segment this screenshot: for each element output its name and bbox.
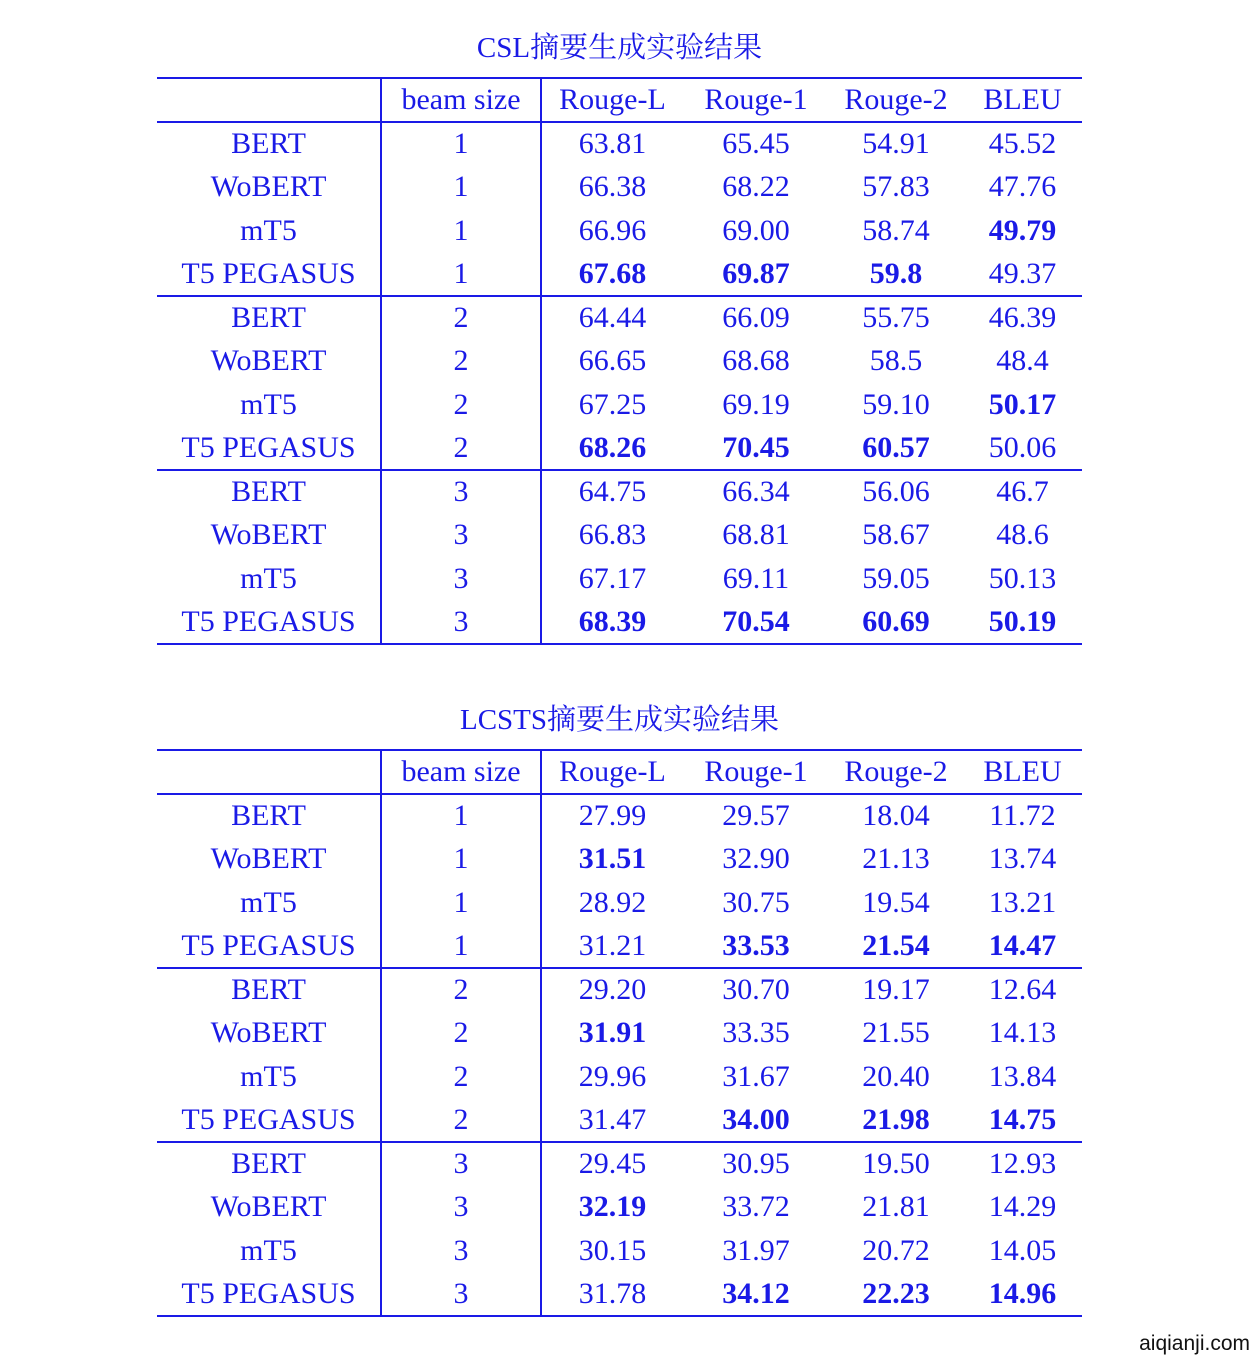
cell-rouge-2: 55.75 — [862, 301, 930, 335]
cell-beam-size: 1 — [381, 122, 541, 166]
cell-model: mT5 — [157, 557, 381, 601]
cell-model: BERT — [157, 1142, 381, 1186]
cell-bleu: 14.13 — [988, 1016, 1057, 1050]
cell-rouge-1: 33.53 — [683, 925, 829, 969]
cell-model: WoBERT — [157, 1012, 381, 1056]
cell-model: BERT — [157, 296, 381, 340]
cell-rouge-l: 27.99 — [578, 799, 647, 833]
cell-model: mT5 — [157, 881, 381, 925]
cell-bleu: 14.05 — [988, 1233, 1057, 1267]
header-rouge-l: Rouge-L — [541, 750, 683, 794]
cell-bleu: 48.6 — [996, 518, 1049, 552]
cell-bleu: 13.74 — [988, 842, 1057, 876]
cell-bleu: 50.06 — [963, 427, 1082, 471]
cell-rouge-1: 30.75 — [722, 885, 790, 919]
cell-bleu: 14.29 — [988, 1190, 1057, 1224]
cell-rouge-1: 69.19 — [722, 387, 790, 421]
cell-rouge-l: 29.96 — [578, 1059, 647, 1093]
cell-rouge-2: 22.23 — [829, 1273, 963, 1317]
cell-beam-size: 1 — [381, 209, 541, 253]
cell-rouge-2: 19.54 — [862, 885, 930, 919]
cell-rouge-2: 58.67 — [862, 518, 930, 552]
cell-rouge-1: 68.81 — [722, 518, 790, 552]
cell-rouge-2: 21.81 — [862, 1190, 930, 1224]
cell-rouge-2: 19.50 — [862, 1147, 930, 1181]
cell-rouge-1: 29.57 — [722, 799, 790, 833]
cell-rouge-2: 58.74 — [862, 213, 930, 247]
table-row — [157, 209, 1082, 253]
cell-rouge-2: 60.69 — [829, 601, 963, 645]
table-row — [157, 470, 1082, 514]
table-row — [157, 1012, 1082, 1056]
table-row — [157, 1186, 1082, 1230]
cell-bleu: 45.52 — [988, 127, 1057, 161]
cell-rouge-1: 33.35 — [722, 1016, 790, 1050]
cell-bleu: 46.7 — [996, 475, 1049, 509]
cell-rouge-l: 32.19 — [578, 1190, 647, 1224]
header-rouge-2: Rouge-2 — [829, 750, 963, 794]
cell-rouge-1: 66.09 — [722, 301, 790, 335]
table-row — [157, 1142, 1082, 1186]
cell-beam-size: 3 — [381, 1142, 541, 1186]
cell-rouge-l: 31.78 — [541, 1273, 683, 1317]
cell-bleu: 49.79 — [988, 213, 1057, 247]
cell-model: WoBERT — [157, 838, 381, 882]
table-caption: LCSTS摘要生成实验结果 — [459, 704, 780, 736]
header-rouge-2: Rouge-2 — [829, 78, 963, 122]
cell-rouge-2: 57.83 — [862, 170, 930, 204]
header-model — [157, 78, 381, 122]
header-rouge-1: Rouge-1 — [683, 78, 829, 122]
header-beam-size: beam size — [381, 750, 541, 794]
cell-bleu: 50.17 — [988, 387, 1057, 421]
cell-rouge-l: 66.38 — [578, 170, 647, 204]
cell-rouge-1: 70.54 — [683, 601, 829, 645]
cell-beam-size: 3 — [381, 557, 541, 601]
cell-model: mT5 — [157, 1055, 381, 1099]
table-row — [157, 427, 1082, 471]
cell-rouge-2: 21.13 — [862, 842, 930, 876]
cell-rouge-2: 21.98 — [829, 1099, 963, 1143]
cell-model: WoBERT — [157, 340, 381, 384]
cell-rouge-2: 19.17 — [862, 973, 930, 1007]
cell-beam-size: 2 — [381, 1055, 541, 1099]
cell-bleu: 50.13 — [988, 561, 1057, 595]
cell-rouge-l: 67.68 — [541, 253, 683, 297]
cell-rouge-1: 69.87 — [683, 253, 829, 297]
table-row — [157, 1273, 1082, 1317]
header-rouge-1: Rouge-1 — [683, 750, 829, 794]
cell-bleu: 13.21 — [988, 885, 1057, 919]
cell-rouge-l: 67.25 — [578, 387, 647, 421]
cell-rouge-l: 68.39 — [541, 601, 683, 645]
cell-model: mT5 — [157, 209, 381, 253]
table-row — [157, 557, 1082, 601]
cell-bleu: 46.39 — [988, 301, 1057, 335]
cell-beam-size: 1 — [381, 838, 541, 882]
table-row — [157, 1055, 1082, 1099]
cell-bleu: 12.64 — [988, 973, 1057, 1007]
cell-model: T5 PEGASUS — [157, 925, 381, 969]
cell-rouge-1: 65.45 — [722, 127, 790, 161]
cell-bleu: 49.37 — [963, 253, 1082, 297]
table-row — [157, 1229, 1082, 1273]
cell-bleu: 50.19 — [963, 601, 1082, 645]
cell-rouge-1: 70.45 — [683, 427, 829, 471]
cell-rouge-2: 54.91 — [862, 127, 930, 161]
cell-beam-size: 2 — [381, 968, 541, 1012]
cell-rouge-l: 67.17 — [578, 561, 647, 595]
cell-model: WoBERT — [157, 1186, 381, 1230]
cell-model: T5 PEGASUS — [157, 427, 381, 471]
cell-rouge-1: 34.12 — [683, 1273, 829, 1317]
table-row — [157, 514, 1082, 558]
cell-model: T5 PEGASUS — [157, 601, 381, 645]
cell-model: BERT — [157, 794, 381, 838]
cell-rouge-l: 66.96 — [578, 213, 647, 247]
cell-rouge-l: 66.83 — [578, 518, 647, 552]
header-row — [157, 78, 1082, 122]
table-row — [157, 601, 1082, 645]
cell-rouge-1: 68.22 — [722, 170, 790, 204]
cell-bleu: 12.93 — [988, 1147, 1057, 1181]
header-bleu: BLEU — [963, 750, 1082, 794]
cell-model: WoBERT — [157, 166, 381, 210]
cell-model: BERT — [157, 968, 381, 1012]
cell-beam-size: 2 — [381, 1012, 541, 1056]
cell-beam-size: 2 — [381, 340, 541, 384]
header-row — [157, 750, 1082, 794]
cell-bleu: 11.72 — [989, 799, 1056, 833]
cell-rouge-2: 56.06 — [862, 475, 930, 509]
cell-rouge-2: 59.05 — [862, 561, 930, 595]
cell-rouge-l: 31.21 — [541, 925, 683, 969]
csl-results-table — [157, 77, 1082, 645]
cell-rouge-1: 33.72 — [722, 1190, 790, 1224]
cell-bleu: 14.47 — [963, 925, 1082, 969]
cell-beam-size: 1 — [381, 794, 541, 838]
cell-model: T5 PEGASUS — [157, 1273, 381, 1317]
cell-bleu: 13.84 — [988, 1059, 1057, 1093]
lcsts-results-table — [157, 749, 1082, 1317]
header-model — [157, 750, 381, 794]
cell-rouge-1: 30.95 — [722, 1147, 790, 1181]
cell-beam-size: 1 — [381, 166, 541, 210]
table-row — [157, 881, 1082, 925]
cell-rouge-2: 59.10 — [862, 387, 930, 421]
cell-rouge-2: 20.40 — [862, 1059, 930, 1093]
cell-rouge-2: 20.72 — [862, 1233, 930, 1267]
cell-bleu: 14.96 — [963, 1273, 1082, 1317]
cell-model: BERT — [157, 122, 381, 166]
header-bleu: BLEU — [963, 78, 1082, 122]
cell-rouge-l: 29.20 — [578, 973, 647, 1007]
table-row — [157, 253, 1082, 297]
cell-beam-size: 3 — [381, 1229, 541, 1273]
cell-beam-size: 3 — [381, 601, 541, 645]
cell-model: WoBERT — [157, 514, 381, 558]
table-row — [157, 925, 1082, 969]
cell-beam-size: 2 — [381, 383, 541, 427]
cell-rouge-2: 21.54 — [829, 925, 963, 969]
table-row — [157, 340, 1082, 384]
cell-rouge-2: 58.5 — [869, 344, 923, 378]
cell-rouge-1: 34.00 — [683, 1099, 829, 1143]
cell-rouge-l: 66.65 — [578, 344, 647, 378]
table-row — [157, 166, 1082, 210]
cell-rouge-2: 18.04 — [862, 799, 930, 833]
cell-beam-size: 3 — [381, 514, 541, 558]
cell-rouge-l: 31.47 — [541, 1099, 683, 1143]
table-row — [157, 838, 1082, 882]
header-beam-size: beam size — [381, 78, 541, 122]
cell-rouge-l: 29.45 — [578, 1147, 647, 1181]
table-row — [157, 968, 1082, 1012]
watermark: aiqianji.com — [1139, 1332, 1250, 1355]
table-row — [157, 1099, 1082, 1143]
cell-bleu: 14.75 — [963, 1099, 1082, 1143]
cell-rouge-l: 64.75 — [578, 475, 647, 509]
cell-rouge-2: 59.8 — [829, 253, 963, 297]
cell-model: T5 PEGASUS — [157, 253, 381, 297]
cell-rouge-1: 32.90 — [722, 842, 790, 876]
cell-rouge-l: 28.92 — [578, 885, 647, 919]
header-rouge-l: Rouge-L — [541, 78, 683, 122]
cell-rouge-1: 69.11 — [722, 561, 790, 595]
table-row — [157, 296, 1082, 340]
cell-model: BERT — [157, 470, 381, 514]
cell-rouge-1: 68.68 — [722, 344, 790, 378]
cell-model: T5 PEGASUS — [157, 1099, 381, 1143]
table-row — [157, 794, 1082, 838]
cell-rouge-l: 31.91 — [578, 1016, 647, 1050]
table-caption: CSL摘要生成实验结果 — [476, 32, 763, 64]
cell-rouge-l: 31.51 — [578, 842, 647, 876]
cell-beam-size: 2 — [381, 1099, 541, 1143]
cell-bleu: 47.76 — [988, 170, 1057, 204]
cell-rouge-l: 30.15 — [578, 1233, 647, 1267]
cell-beam-size: 1 — [381, 253, 541, 297]
cell-beam-size: 1 — [381, 881, 541, 925]
cell-bleu: 48.4 — [996, 344, 1049, 378]
cell-rouge-l: 64.44 — [578, 301, 647, 335]
cell-rouge-2: 60.57 — [829, 427, 963, 471]
cell-rouge-l: 63.81 — [578, 127, 647, 161]
cell-model: mT5 — [157, 1229, 381, 1273]
table-row — [157, 383, 1082, 427]
cell-rouge-2: 21.55 — [862, 1016, 930, 1050]
cell-rouge-1: 31.67 — [722, 1059, 790, 1093]
cell-beam-size: 3 — [381, 470, 541, 514]
cell-rouge-1: 66.34 — [722, 475, 790, 509]
cell-model: mT5 — [157, 383, 381, 427]
table-row — [157, 122, 1082, 166]
cell-beam-size: 2 — [381, 296, 541, 340]
cell-beam-size: 3 — [381, 1186, 541, 1230]
cell-rouge-1: 69.00 — [722, 213, 790, 247]
cell-rouge-l: 68.26 — [541, 427, 683, 471]
cell-rouge-1: 31.97 — [722, 1233, 790, 1267]
cell-beam-size: 1 — [381, 925, 541, 969]
cell-beam-size: 3 — [381, 1273, 541, 1317]
cell-rouge-1: 30.70 — [722, 973, 790, 1007]
cell-beam-size: 2 — [381, 427, 541, 471]
